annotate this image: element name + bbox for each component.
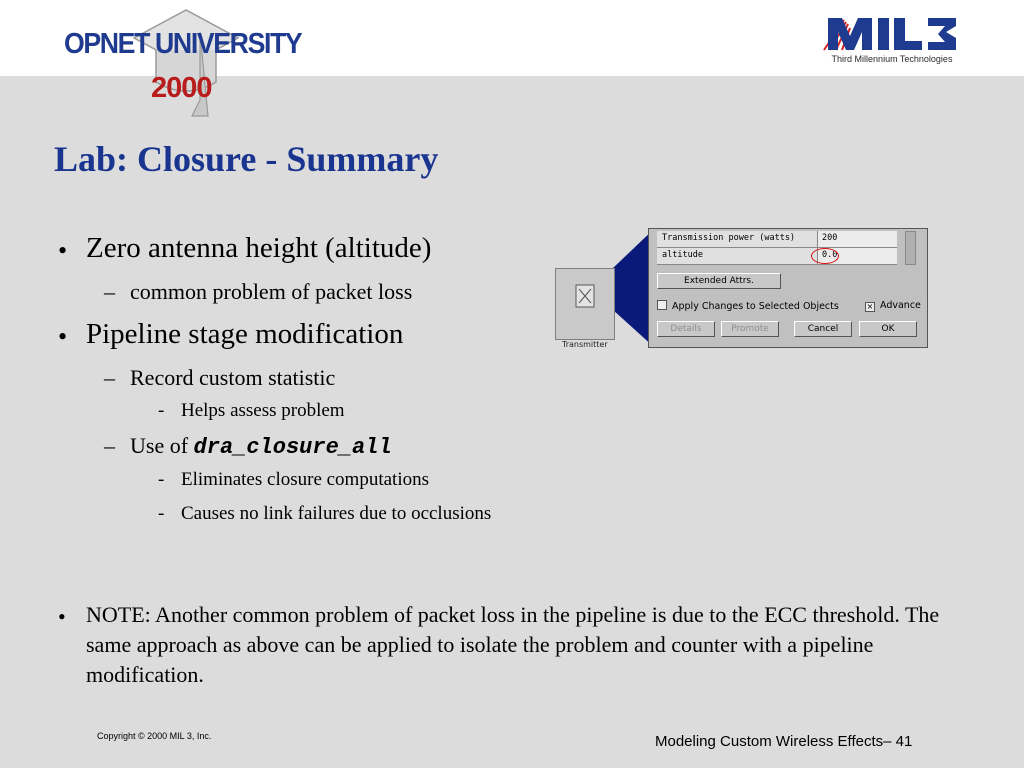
bullet-marker: •	[58, 604, 66, 629]
sub-bullet-record-statistic: Record custom statistic	[130, 365, 336, 390]
copyright-notice: Copyright © 2000 MIL 3, Inc.	[97, 731, 212, 741]
item-no-link-failures: Causes no link failures due to occlusions	[181, 503, 492, 524]
apply-changes-label: Apply Changes to Selected Objects	[672, 301, 839, 312]
attribute-row[interactable]	[657, 248, 897, 265]
bullet-marker: •	[58, 322, 68, 351]
use-of-prefix: Use of	[130, 433, 194, 458]
extended-attrs-button[interactable]: Extended Attrs.	[657, 273, 781, 289]
transmitter-node-icon	[574, 281, 596, 311]
opnet-university-logo	[60, 4, 320, 122]
altitude-highlight-circle	[811, 248, 839, 264]
cancel-button[interactable]: Cancel	[794, 321, 852, 337]
mil3-logo	[822, 14, 962, 66]
hyphen-marker: -	[158, 503, 165, 524]
org-year: 2000	[151, 72, 212, 104]
function-name-code: dra_closure_all	[193, 435, 392, 460]
bullet-zero-antenna: Zero antenna height (altitude)	[86, 232, 432, 264]
item-helps-assess: Helps assess problem	[181, 400, 345, 421]
advanced-label: Advance	[880, 300, 921, 311]
promote-button[interactable]: Promote	[721, 321, 779, 337]
item-eliminates-closure: Eliminates closure computations	[181, 469, 430, 490]
dash-marker: –	[104, 365, 115, 390]
attribute-name: altitude	[662, 250, 703, 260]
transmitter-label: Transmitter	[562, 340, 608, 349]
hyphen-marker: -	[158, 400, 165, 421]
details-button[interactable]: Details	[657, 321, 715, 337]
advanced-checkbox[interactable]	[865, 300, 921, 312]
bullet-pipeline-stage: Pipeline stage modification	[86, 318, 404, 350]
hyphen-marker: -	[158, 469, 165, 490]
bullet-marker: •	[58, 236, 68, 265]
sub-bullet-use-of	[130, 433, 392, 460]
attribute-dialog-screenshot	[555, 228, 930, 350]
attribute-value[interactable]: 0.0	[817, 248, 897, 264]
attribute-value[interactable]: 200	[817, 231, 897, 247]
slide-title: Lab: Closure - Summary	[54, 139, 439, 179]
transmitter-node-thumbnail	[555, 268, 615, 349]
attributes-dialog	[648, 228, 928, 348]
attribute-name: Transmission power (watts)	[662, 233, 796, 243]
dash-marker: –	[104, 433, 115, 458]
ok-button[interactable]: OK	[859, 321, 917, 337]
apply-changes-checkbox[interactable]	[657, 300, 839, 312]
company-tagline: Third Millennium Technologies	[831, 54, 953, 64]
org-name: OPNET UNIVERSITY	[64, 28, 302, 60]
attribute-scrollbar[interactable]	[905, 231, 916, 265]
slide-footer-caption: Modeling Custom Wireless Effects– 41	[655, 733, 913, 750]
dash-marker: –	[104, 279, 115, 304]
checkbox-icon[interactable]	[657, 300, 667, 310]
sub-bullet-packet-loss: common problem of packet loss	[130, 279, 413, 304]
attribute-table	[657, 231, 897, 265]
note-paragraph: NOTE: Another common problem of packet loss in the pipeline is due to the ECC threshold. The same approach as above can be applied to isolate the problem and counter with a pipeline modification.	[86, 602, 940, 687]
mil3-wordmark-icon	[822, 14, 962, 52]
attribute-row[interactable]	[657, 231, 897, 248]
checked-checkbox-icon[interactable]: ×	[866, 302, 874, 311]
